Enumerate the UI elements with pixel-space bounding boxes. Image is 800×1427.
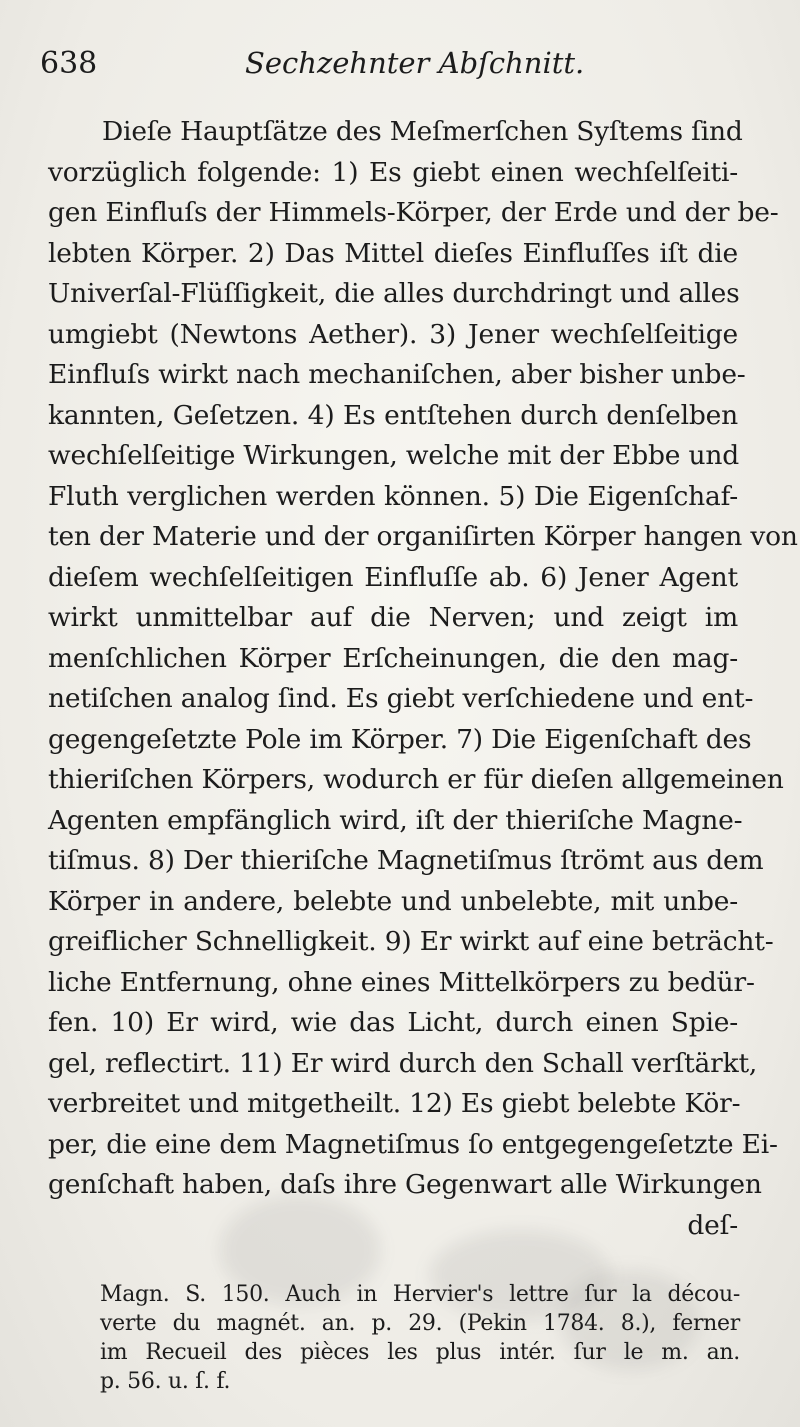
text-line: thieriſchen Körpers, wodurch er für dieſen allgemeinen: [48, 764, 784, 795]
text-line: tiſmus. 8) Der thieriſche Magnetiſmus ſtrömt aus dem: [48, 845, 764, 876]
footnote-line: p. 56. u. ſ. f.: [100, 1369, 231, 1394]
text-line: netiſchen analog ſind. Es giebt verſchiedene und ent-: [48, 683, 754, 714]
text-line: Dieſe Hauptſätze des Meſmerſchen Syſtems ſind: [102, 116, 743, 147]
footnote-line: Magn. S. 150. Auch in Hervier's lettre ſur la décou-: [100, 1282, 740, 1307]
text-line: per, die eine dem Magnetiſmus ſo entgegengeſetzte Ei-: [48, 1128, 778, 1160]
text-line: genſchaft haben, daſs ihre Gegenwart alle Wirkungen: [48, 1169, 762, 1200]
text-line: Körper in andere, belebte und unbelebte, mit unbe-: [48, 885, 738, 917]
running-title: Sechzehnter Abſchnitt.: [245, 46, 585, 80]
text-line: fen. 10) Er wird, wie das Licht, durch einen Spie-: [48, 1007, 738, 1038]
text-line: kannten, Geſetzen. 4) Es entſtehen durch denſelben: [48, 399, 738, 431]
footnote: [100, 1280, 740, 1396]
text-line: lebten Körper. 2) Das Mittel dieſes Einfluſſes iſt die: [48, 237, 738, 269]
page-number: 638: [40, 46, 98, 81]
text-line: ten der Materie und der organiſirten Körper hangen von: [48, 521, 798, 552]
page-header: [40, 46, 760, 90]
footnote-separator: [70, 1262, 390, 1263]
text-line: gen Einfluſs der Himmels-Körper, der Erde und der be-: [48, 197, 779, 228]
text-line: vorzüglich folgende: 1) Es giebt einen wechſelſeiti-: [48, 156, 738, 188]
text-line: Fluth verglichen werden können. 5) Die Eigenſchaf-: [48, 480, 738, 512]
catchword: deſ-: [687, 1209, 738, 1241]
text-line: Univerſal-Flüſſigkeit, die alles durchdringt und alles: [48, 278, 740, 309]
text-line: greiflicher Schnelligkeit. 9) Er wirkt auf eine beträcht-: [48, 926, 774, 957]
text-line: wechſelſeitige Wirkungen, welche mit der Ebbe und: [48, 440, 740, 471]
footnote-line: verte du magnét. an. p. 29. (Pekin 1784. 8.), ferner: [100, 1311, 740, 1336]
text-line: Agenten empfänglich wird, iſt der thieriſche Magne-: [48, 804, 743, 836]
text-line: Einfluſs wirkt nach mechaniſchen, aber bisher unbe-: [48, 359, 746, 390]
text-line: menſchlichen Körper Erſcheinungen, die den mag-: [48, 642, 738, 674]
text-line: umgiebt (Newtons Aether). 3) Jener wechſelſeitige: [48, 318, 738, 350]
text-line: dieſem wechſelſeitigen Einfluſſe ab. 6) Jener Agent: [48, 561, 738, 593]
text-line: wirkt unmittelbar auf die Nerven; und zeigt im: [48, 602, 738, 633]
footnote-line: im Recueil des pièces les plus intér. ſur le m. an.: [100, 1340, 740, 1365]
text-line: verbreitet und mitgetheilt. 12) Es giebt belebte Kör-: [48, 1088, 741, 1119]
text-line: gegengeſetzte Pole im Körper. 7) Die Eigenſchaft des: [48, 723, 752, 755]
text-line: gel, reflectirt. 11) Er wird durch den Schall verſtärkt,: [48, 1047, 758, 1079]
text-line: liche Entfernung, ohne eines Mittelkörpers zu bedür-: [48, 966, 755, 998]
main-text: [48, 112, 798, 1246]
